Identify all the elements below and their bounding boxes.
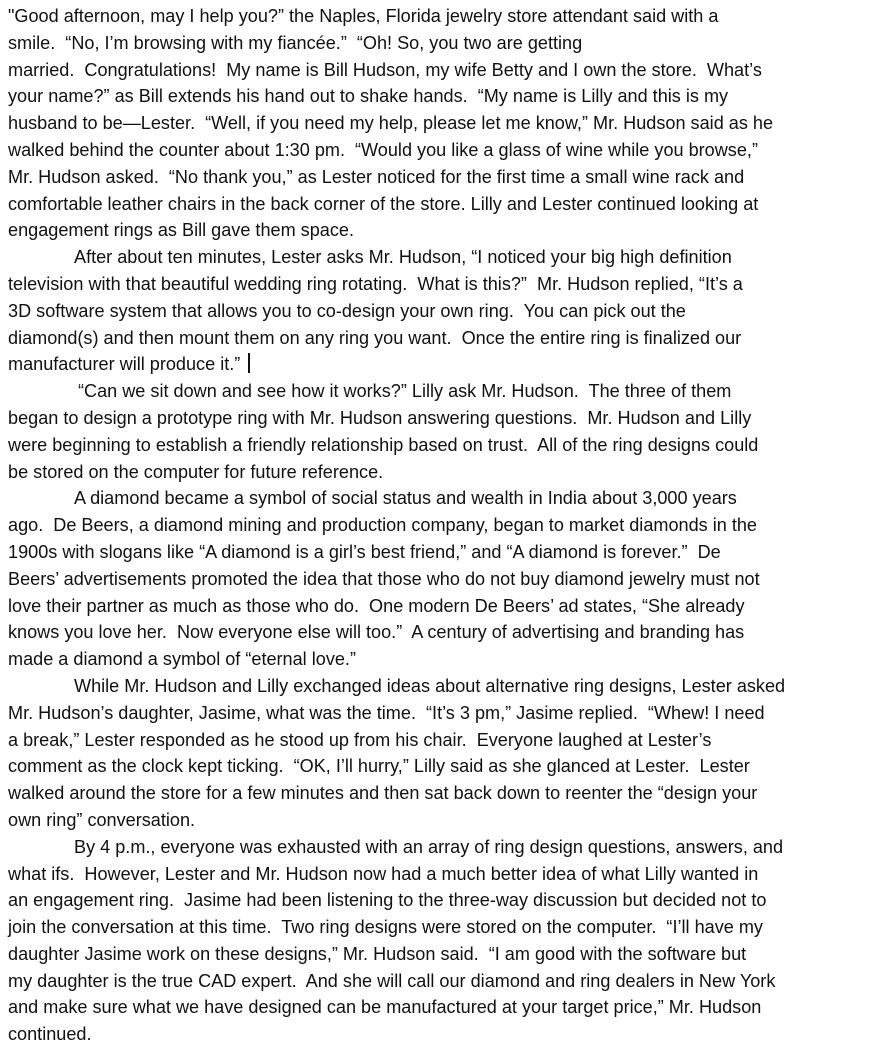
text-line: be stored on the computer for future reference. [8,461,384,482]
text-line: were beginning to establish a friendly relationship based on trust. All of the ring designs could [8,434,759,455]
text-line: walked behind the counter about 1:30 pm. “Would you like a glass of wine while you browse,” [8,139,758,160]
paragraph-first-line: By 4 p.m., everyone was exhausted with an array of ring design questions, answers, and [74,836,784,857]
text-line: own ring” conversation. [8,809,196,830]
paragraph-first-line: A diamond became a symbol of social status and wealth in India about 3,000 years [74,488,737,509]
text-line: walked around the store for a few minutes and then sat back down to reenter the “design your [8,783,758,804]
text-line: what ifs. However, Lester and Mr. Hudson now had a much better idea of what Lilly wanted in [8,863,759,884]
text-line: comment as the clock kept ticking. “OK, I’ll hurry,” Lilly said as she glanced at Lester. Lester [8,756,750,777]
text-line: love their partner as much as those who do. One modern De Beers’ ad states, “She already [8,595,745,616]
paragraph-first-line: While Mr. Hudson and Lilly exchanged ideas about alternative ring designs, Lester asked [74,675,786,696]
text-line: Mr. Hudson asked. “No thank you,” as Lester noticed for the first time a small wine rack and [8,166,745,187]
text-line: husband to be—Lester. “Well, if you need my help, please let me know,” Mr. Hudson said as he [8,113,774,134]
text-line: Mr. Hudson’s daughter, Jasime, what was the time. “It’s 3 pm,” Jasime replied. “Whew! I need [8,702,765,723]
text-line: engagement rings as Bill gave them space. [8,220,354,241]
text-line: 1900s with slogans like “A diamond is a girl’s best friend,” and “A diamond is forever.” De [8,541,721,562]
text-line: manufacturer will produce it.” [8,354,241,375]
text-line: a break,” Lester responded as he stood up from his chair. Everyone laughed at Lester’s [8,729,712,750]
text-line: continued. [8,1024,92,1045]
text-line: ago. De Beers, a diamond mining and production company, began to market diamonds in the [8,515,757,536]
paragraph-first-line: “Can we sit down and see how it works?” Lilly ask Mr. Hudson. The three of them [78,381,732,402]
text-line: knows you love her. Now everyone else will too.” A century of advertising and branding has [8,622,745,643]
text-line: my daughter is the true CAD expert. And she will call our diamond and ring dealers in New York [8,970,776,991]
text-cursor [248,353,250,373]
text-line: smile. “No, I’m browsing with my fiancée.” “Oh! So, you two are getting [8,32,583,53]
text-line: began to design a prototype ring with Mr. Hudson answering questions. Mr. Hudson and Lilly [8,407,752,428]
text-line: comfortable leather chairs in the back corner of the store. Lilly and Lester continued looking at [8,193,759,214]
text-line: daughter Jasime work on these designs,” Mr. Hudson said. “I am good with the software but [8,943,747,964]
text-line: diamond(s) and then mount them on any ring you want. Once the entire ring is finalized our [8,327,742,348]
text-line: married. Congratulations! My name is Bill Hudson, my wife Betty and I own the store. What’s [8,59,762,80]
text-line: an engagement ring. Jasime had been listening to the three-way discussion but decided not to [8,890,767,911]
text-line: television with that beautiful wedding ring rotating. What is this?” Mr. Hudson replied, “It’s a [8,273,743,294]
text-line: join the conversation at this time. Two ring designs were stored on the computer. “I’ll have my [8,917,763,938]
text-line: Beers’ advertisements promoted the idea that those who do not buy diamond jewelry must not [8,568,760,589]
text-line: made a diamond a symbol of “eternal love.” [8,649,356,670]
text-line: "Good afternoon, may I help you?” the Naples, Florida jewelry store attendant said with a [8,6,719,26]
text-line: and make sure what we have designed can be manufactured at your target price,” Mr. Hudson [8,997,762,1018]
text-line: your name?” as Bill extends his hand out to shake hands. “My name is Lilly and this is my [8,86,729,107]
text-line-with-cursor [8,351,869,378]
paragraph-first-line: After about ten minutes, Lester asks Mr. Hudson, “I noticed your big high definition [74,247,732,268]
text-line: 3D software system that allows you to co-design your own ring. You can pick out the [8,300,686,321]
